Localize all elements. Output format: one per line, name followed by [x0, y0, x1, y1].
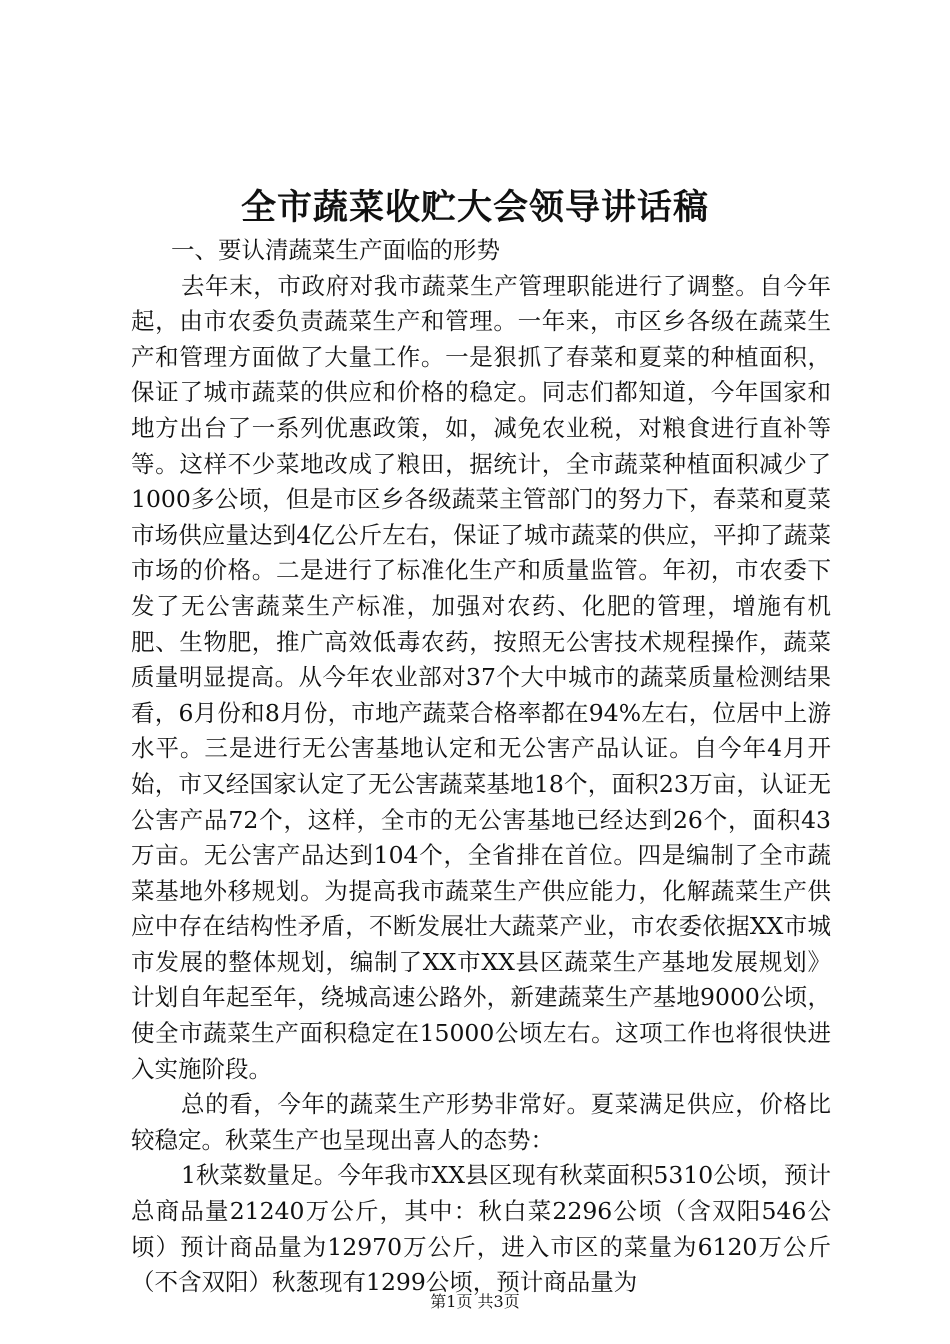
document-title: 全市蔬菜收贮大会领导讲话稿	[240, 187, 709, 228]
body-paragraph: 总的看，今年的蔬菜生产形势非常好。夏菜满足供应，价格比较稳定。秋菜生产也呈现出喜人的态势：	[131, 1090, 831, 1154]
body-paragraph: 1秋菜数量足。今年我市XX县区现有秋菜面积5310公顷，预计总商品量21240万公斤，其中：秋白菜2296公顷（含双阳546公顷）预计商品量为12970万公斤，进入市区的菜量为6120万公斤（不含双阳）秋葱现有1299公顷，预计商品量为	[131, 1161, 831, 1297]
document-body	[131, 233, 831, 1301]
page-footer: 第1页 共3页	[430, 1292, 520, 1311]
body-paragraph: 去年末，市政府对我市蔬菜生产管理职能进行了调整。自今年起，由市农委负责蔬菜生产和管理。一年来，市区乡各级在蔬菜生产和管理方面做了大量工作。一是狠抓了春菜和夏菜的种植面积，保证了城市蔬菜的供应和价格的稳定。同志们都知道，今年国家和地方出台了一系列优惠政策，如，减免农业税，对粮食进行直补等等。这样不少菜地改成了粮田，据统计，全市蔬菜种植面积减少了1000多公顷，但是市区乡各级蔬菜主管部门的努力下，春菜和夏菜市场供应量达到4亿公斤左右，保证了城市蔬菜的供应，平抑了蔬菜市场的价格。二是进行了标准化生产和质量监管。年初，市农委下发了无公害蔬菜生产标准，加强对农药、化肥的管理，增施有机肥、生物肥，推广高效低毒农药，按照无公害技术规程操作，蔬菜质量明显提高。从今年农业部对37个大中城市的蔬菜质量检测结果看，6月份和8月份，市地产蔬菜合格率都在94%左右，位居中上游水平。三是进行无公害基地认定和无公害产品认证。自今年4月开始，市又经国家认定了无公害蔬菜基地18个，面积23万亩，认证无公害产品72个，这样，全市的无公害基地已经达到26个，面积43万亩。无公害产品达到104个，全省排在首位。四是编制了全市蔬菜基地外移规划。为提高我市蔬菜生产供应能力，化解蔬菜生产供应中存在结构性矛盾，不断发展壮大蔬菜产业，市农委依据XX市城市发展的整体规划，编制了XX市XX县区蔬菜生产基地发展规划》计划自年起至年，绕城高速公路外，新建蔬菜生产基地9000公顷，使全市蔬菜生产面积稳定在15000公顷左右。这项工作也将很快进入实施阶段。	[131, 271, 831, 1083]
section-heading: 一、要认清蔬菜生产面临的形势	[171, 236, 500, 264]
